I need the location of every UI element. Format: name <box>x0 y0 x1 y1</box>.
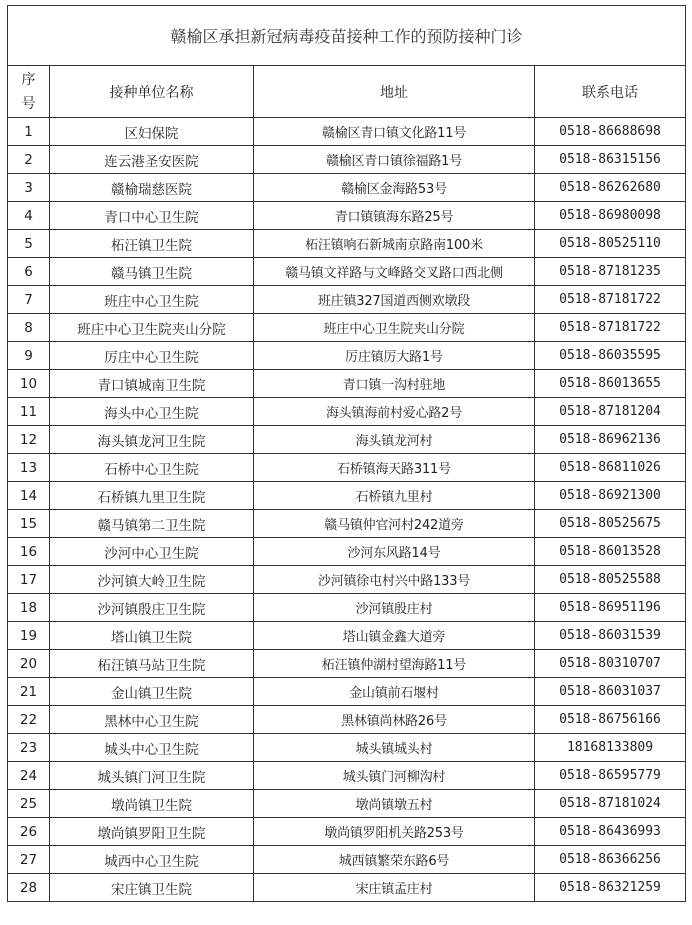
clinic-table <box>7 5 686 902</box>
clinic-address: 石桥镇海天路311号 <box>254 454 535 482</box>
table-row <box>8 258 686 286</box>
clinic-address: 柘汪镇响石新城南京路南100米 <box>254 230 535 258</box>
table-row <box>8 538 686 566</box>
row-number: 19 <box>8 622 50 650</box>
row-number: 24 <box>8 762 50 790</box>
clinic-address: 赣榆区金海路53号 <box>254 174 535 202</box>
clinic-phone: 0518-86366256 <box>535 846 686 874</box>
clinic-address: 沙河东风路14号 <box>254 538 535 566</box>
document <box>7 5 685 902</box>
header-no-line1: 序 <box>21 71 36 88</box>
clinic-phone: 0518-86436993 <box>535 818 686 846</box>
clinic-address: 黑林镇尚林路26号 <box>254 706 535 734</box>
clinic-name: 石桥中心卫生院 <box>50 454 254 482</box>
row-number: 3 <box>8 174 50 202</box>
clinic-address: 墩尚镇墩五村 <box>254 790 535 818</box>
clinic-address: 厉庄镇厉大路1号 <box>254 342 535 370</box>
table-title: 赣榆区承担新冠病毒疫苗接种工作的预防接种门诊 <box>8 6 686 66</box>
clinic-phone: 0518-86031037 <box>535 678 686 706</box>
clinic-address: 赣榆区青口镇文化路11号 <box>254 118 535 146</box>
clinic-name: 赣榆瑞慈医院 <box>50 174 254 202</box>
clinic-phone: 0518-86315156 <box>535 146 686 174</box>
clinic-address: 金山镇前石堰村 <box>254 678 535 706</box>
clinic-address: 海头镇海前村爱心路2号 <box>254 398 535 426</box>
clinic-address: 班庄镇327国道西侧欢墩段 <box>254 286 535 314</box>
clinic-address: 赣榆区青口镇徐福路1号 <box>254 146 535 174</box>
table-row <box>8 370 686 398</box>
clinic-address: 青口镇一沟村驻地 <box>254 370 535 398</box>
clinic-phone: 0518-87181722 <box>535 314 686 342</box>
clinic-address: 柘汪镇仲湖村望海路11号 <box>254 650 535 678</box>
clinic-phone: 0518-86035595 <box>535 342 686 370</box>
row-number: 5 <box>8 230 50 258</box>
row-number: 9 <box>8 342 50 370</box>
table-row <box>8 398 686 426</box>
clinic-name: 海头镇龙河卫生院 <box>50 426 254 454</box>
clinic-address: 赣马镇仲官河村242道旁 <box>254 510 535 538</box>
row-number: 27 <box>8 846 50 874</box>
clinic-address: 城头镇门河柳沟村 <box>254 762 535 790</box>
clinic-phone: 0518-86031539 <box>535 622 686 650</box>
row-number: 23 <box>8 734 50 762</box>
clinic-name: 连云港圣安医院 <box>50 146 254 174</box>
clinic-address: 石桥镇九里村 <box>254 482 535 510</box>
clinic-address: 塔山镇金鑫大道旁 <box>254 622 535 650</box>
row-number: 16 <box>8 538 50 566</box>
table-row <box>8 594 686 622</box>
clinic-name: 厉庄中心卫生院 <box>50 342 254 370</box>
row-number: 2 <box>8 146 50 174</box>
clinic-name: 沙河镇殷庄卫生院 <box>50 594 254 622</box>
clinic-name: 宋庄镇卫生院 <box>50 874 254 902</box>
table-row <box>8 118 686 146</box>
clinic-phone: 0518-80525588 <box>535 566 686 594</box>
table-row <box>8 202 686 230</box>
row-number: 6 <box>8 258 50 286</box>
row-number: 15 <box>8 510 50 538</box>
clinic-name: 青口中心卫生院 <box>50 202 254 230</box>
table-row <box>8 818 686 846</box>
clinic-phone: 0518-86321259 <box>535 874 686 902</box>
row-number: 12 <box>8 426 50 454</box>
row-number: 25 <box>8 790 50 818</box>
clinic-address: 宋庄镇孟庄村 <box>254 874 535 902</box>
clinic-phone: 0518-87181204 <box>535 398 686 426</box>
clinic-name: 墩尚镇卫生院 <box>50 790 254 818</box>
table-row <box>8 342 686 370</box>
clinic-address: 海头镇龙河村 <box>254 426 535 454</box>
clinic-phone: 0518-86921300 <box>535 482 686 510</box>
clinic-address: 青口镇镇海东路25号 <box>254 202 535 230</box>
row-number: 14 <box>8 482 50 510</box>
clinic-name: 城头镇门河卫生院 <box>50 762 254 790</box>
table-row <box>8 650 686 678</box>
clinic-phone: 0518-86688698 <box>535 118 686 146</box>
clinic-phone: 0518-86811026 <box>535 454 686 482</box>
clinic-name: 班庄中心卫生院 <box>50 286 254 314</box>
table-row <box>8 874 686 902</box>
table-row <box>8 482 686 510</box>
clinic-name: 柘汪镇卫生院 <box>50 230 254 258</box>
clinic-phone: 0518-87181024 <box>535 790 686 818</box>
table-row <box>8 762 686 790</box>
row-number: 18 <box>8 594 50 622</box>
row-number: 22 <box>8 706 50 734</box>
clinic-address: 城西镇繁荣东路6号 <box>254 846 535 874</box>
row-number: 4 <box>8 202 50 230</box>
row-number: 1 <box>8 118 50 146</box>
row-number: 8 <box>8 314 50 342</box>
row-number: 7 <box>8 286 50 314</box>
table-body <box>8 118 686 902</box>
table-row <box>8 454 686 482</box>
row-number: 11 <box>8 398 50 426</box>
clinic-name: 柘汪镇马站卫生院 <box>50 650 254 678</box>
clinic-name: 墩尚镇罗阳卫生院 <box>50 818 254 846</box>
clinic-name: 沙河镇大岭卫生院 <box>50 566 254 594</box>
row-number: 21 <box>8 678 50 706</box>
table-row <box>8 734 686 762</box>
clinic-name: 黑林中心卫生院 <box>50 706 254 734</box>
header-no-line2: 号 <box>21 95 36 112</box>
row-number: 28 <box>8 874 50 902</box>
header-name: 接种单位名称 <box>50 66 254 118</box>
clinic-name: 赣马镇第二卫生院 <box>50 510 254 538</box>
clinic-address: 沙河镇殷庄村 <box>254 594 535 622</box>
clinic-phone: 0518-86013655 <box>535 370 686 398</box>
clinic-phone: 0518-80525110 <box>535 230 686 258</box>
clinic-name: 城西中心卫生院 <box>50 846 254 874</box>
table-row <box>8 846 686 874</box>
row-number: 20 <box>8 650 50 678</box>
clinic-name: 赣马镇卫生院 <box>50 258 254 286</box>
clinic-phone: 0518-87181722 <box>535 286 686 314</box>
clinic-phone: 0518-80525675 <box>535 510 686 538</box>
table-row <box>8 510 686 538</box>
clinic-name: 海头中心卫生院 <box>50 398 254 426</box>
clinic-name: 区妇保院 <box>50 118 254 146</box>
table-row <box>8 146 686 174</box>
table-row <box>8 790 686 818</box>
row-number: 10 <box>8 370 50 398</box>
clinic-phone: 0518-86951196 <box>535 594 686 622</box>
header-no <box>8 66 50 118</box>
header-row <box>8 66 686 118</box>
row-number: 13 <box>8 454 50 482</box>
header-phone: 联系电话 <box>535 66 686 118</box>
table-row <box>8 174 686 202</box>
table-row <box>8 314 686 342</box>
clinic-address: 墩尚镇罗阳机关路253号 <box>254 818 535 846</box>
clinic-phone: 0518-86262680 <box>535 174 686 202</box>
clinic-phone: 0518-87181235 <box>535 258 686 286</box>
clinic-phone: 0518-80310707 <box>535 650 686 678</box>
clinic-address: 赣马镇文祥路与文峰路交叉路口西北侧 <box>254 258 535 286</box>
table-row <box>8 678 686 706</box>
clinic-phone: 0518-86980098 <box>535 202 686 230</box>
clinic-name: 班庄中心卫生院夹山分院 <box>50 314 254 342</box>
clinic-address: 班庄中心卫生院夹山分院 <box>254 314 535 342</box>
table-row <box>8 230 686 258</box>
table-row <box>8 566 686 594</box>
clinic-address: 沙河镇徐屯村兴中路133号 <box>254 566 535 594</box>
clinic-name: 金山镇卫生院 <box>50 678 254 706</box>
clinic-phone: 0518-86962136 <box>535 426 686 454</box>
clinic-phone: 0518-86595779 <box>535 762 686 790</box>
table-row <box>8 286 686 314</box>
row-number: 26 <box>8 818 50 846</box>
clinic-name: 城头中心卫生院 <box>50 734 254 762</box>
clinic-name: 塔山镇卫生院 <box>50 622 254 650</box>
clinic-name: 沙河中心卫生院 <box>50 538 254 566</box>
clinic-phone: 18168133809 <box>535 734 686 762</box>
clinic-phone: 0518-86013528 <box>535 538 686 566</box>
clinic-phone: 0518-86756166 <box>535 706 686 734</box>
table-row <box>8 706 686 734</box>
header-address: 地址 <box>254 66 535 118</box>
clinic-name: 青口镇城南卫生院 <box>50 370 254 398</box>
clinic-address: 城头镇城头村 <box>254 734 535 762</box>
row-number: 17 <box>8 566 50 594</box>
clinic-name: 石桥镇九里卫生院 <box>50 482 254 510</box>
table-row <box>8 622 686 650</box>
table-row <box>8 426 686 454</box>
